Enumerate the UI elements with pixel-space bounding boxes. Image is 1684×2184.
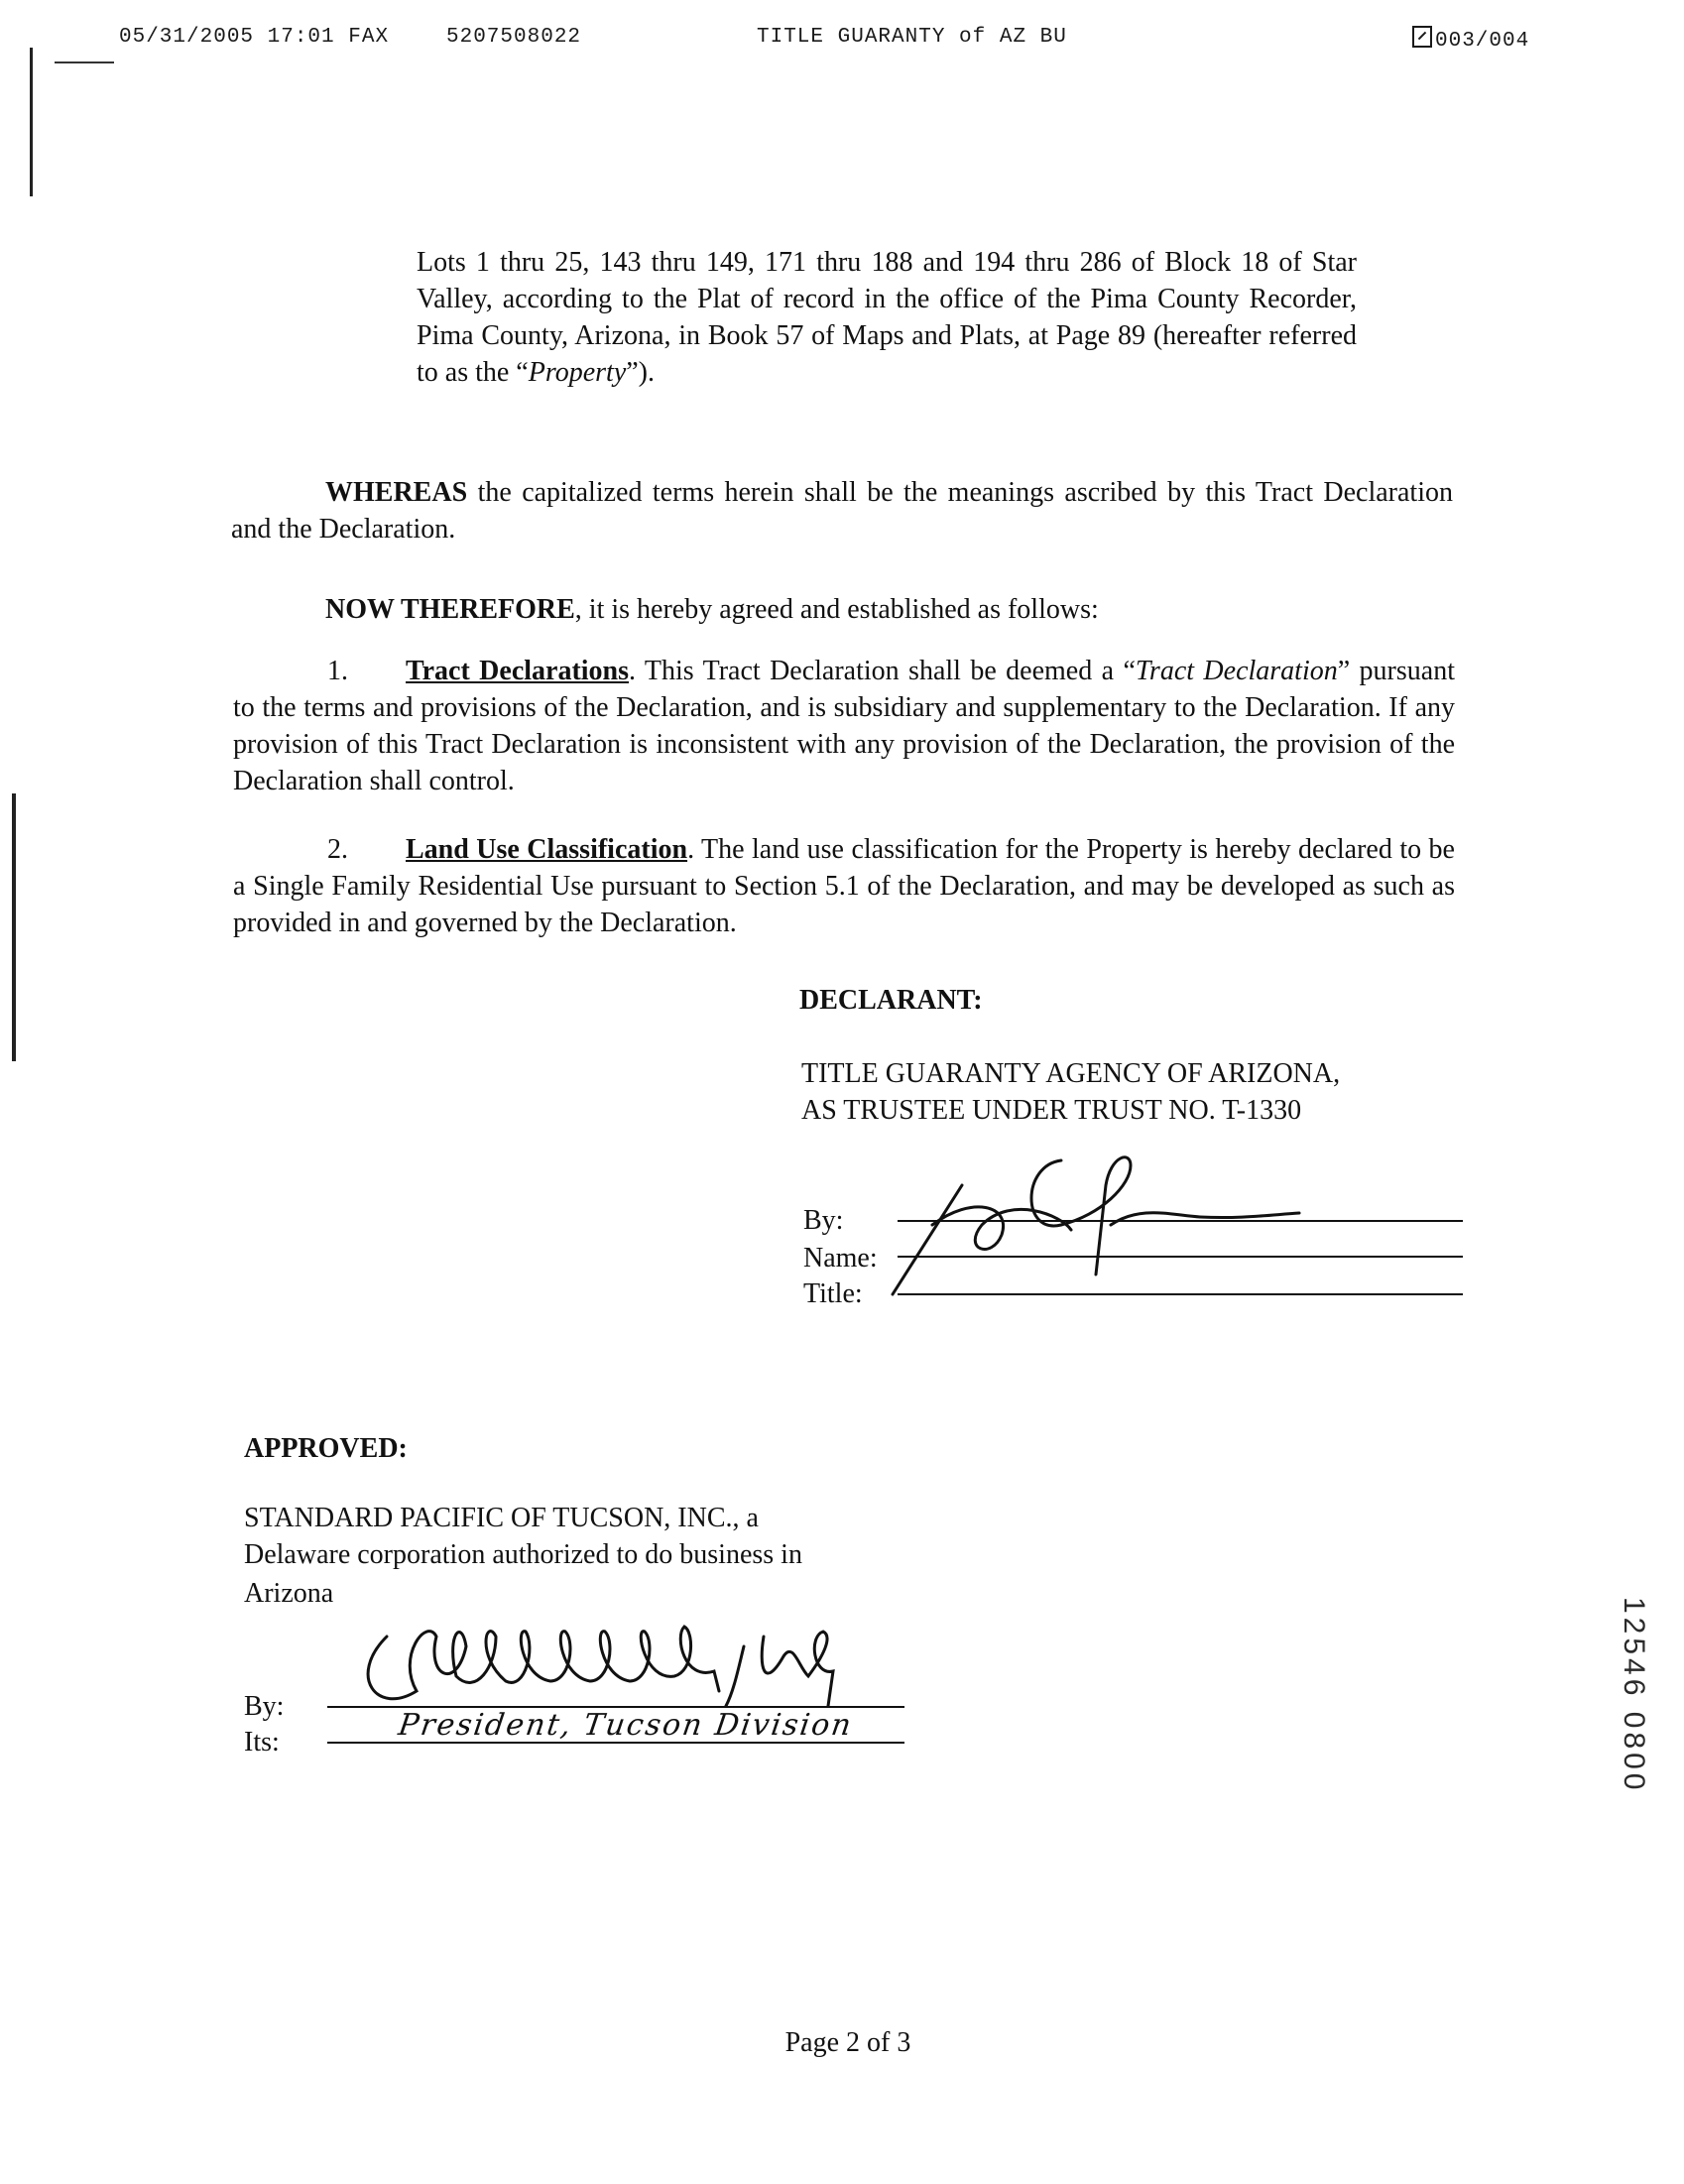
fax-page-counter <box>1412 26 1529 53</box>
scan-mark <box>12 793 16 1061</box>
approved-signature <box>357 1597 912 1716</box>
section-land-use-classification <box>233 831 1455 941</box>
fax-number: 5207508022 <box>446 26 582 49</box>
now-therefore-lead: NOW THEREFORE <box>325 594 575 625</box>
section-text: . The land use classification for the Property is hereby declared to be a Single Family Residential Use pursuant to Section 5.1 of the Declaration, and may be developed as such as provided in and governed by the Declaration. <box>233 834 1455 938</box>
approved-by-label: By: <box>244 1691 285 1722</box>
whereas-clause <box>231 474 1453 547</box>
declarant-heading: DECLARANT: <box>799 985 983 1016</box>
approved-its-label: Its: <box>244 1727 280 1758</box>
section-text: . This Tract Declaration shall be deemed a “ <box>629 656 1136 686</box>
declarant-by-label: By: <box>803 1205 844 1236</box>
section-tract-declarations <box>233 653 1455 799</box>
legal-description <box>417 244 1357 391</box>
declarant-entity-line2: AS TRUSTEE UNDER TRUST NO. T-1330 <box>801 1095 1302 1126</box>
whereas-text: the capitalized terms herein shall be the meanings ascribed by this Tract Declaration and the Declaration. <box>231 477 1453 545</box>
fax-sender: TITLE GUARANTY of AZ BU <box>757 26 1067 49</box>
section-number: 1. <box>327 656 348 686</box>
fax-page-icon <box>1412 26 1432 48</box>
section-text: ” pursuant to the terms and provisions of the Declaration, and is subsidiary and supplementary to the Declaration. If any provision of this Tract Declaration is inconsistent with any provision of the Declaration, the provision of the Declaration shall control. <box>233 656 1455 796</box>
scan-mark <box>30 48 33 196</box>
section-number: 2. <box>327 834 348 865</box>
declarant-entity-line1: TITLE GUARANTY AGENCY OF ARIZONA, <box>801 1058 1341 1089</box>
recording-number: 12546 0800 <box>1618 1597 1650 1794</box>
fax-datetime: 05/31/2005 17:01 FAX <box>119 26 390 49</box>
section-heading: Land Use Classification <box>406 834 688 865</box>
declarant-signature <box>873 1146 1329 1304</box>
scan-mark <box>55 61 114 63</box>
declarant-name-label: Name: <box>803 1243 878 1274</box>
property-term: Property <box>528 357 627 388</box>
now-therefore-clause <box>231 591 1453 628</box>
whereas-lead: WHEREAS <box>325 477 468 508</box>
section-heading: Tract Declarations <box>406 656 630 686</box>
approved-entity-line3: Arizona <box>244 1578 334 1609</box>
approved-entity-line2: Delaware corporation authorized to do business in <box>244 1539 802 1570</box>
approved-its-handwritten: President, Tucson Division <box>396 1708 856 1743</box>
now-therefore-text: , it is hereby agreed and established as follows: <box>574 594 1099 625</box>
approved-entity-line1: STANDARD PACIFIC OF TUCSON, INC., a <box>244 1503 759 1533</box>
section-italic-term: Tract Declaration <box>1135 656 1338 686</box>
approved-heading: APPROVED: <box>244 1433 408 1464</box>
legal-description-text: Lots 1 thru 25, 143 thru 149, 171 thru 188 and 194 thru 286 of Block 18 of Star Valley, according to the Plat of record in the office of the Pima County Recorder, Pima County, Arizona, in Book 57 of Maps and Plats, at Page 89 (hereafter referred to as the “ <box>417 247 1357 388</box>
legal-description-end: ”). <box>626 357 656 388</box>
fax-page-counter-text: 003/004 <box>1435 30 1530 53</box>
declarant-title-label: Title: <box>803 1278 863 1309</box>
page-footer: Page 2 of 3 <box>784 2027 911 2058</box>
